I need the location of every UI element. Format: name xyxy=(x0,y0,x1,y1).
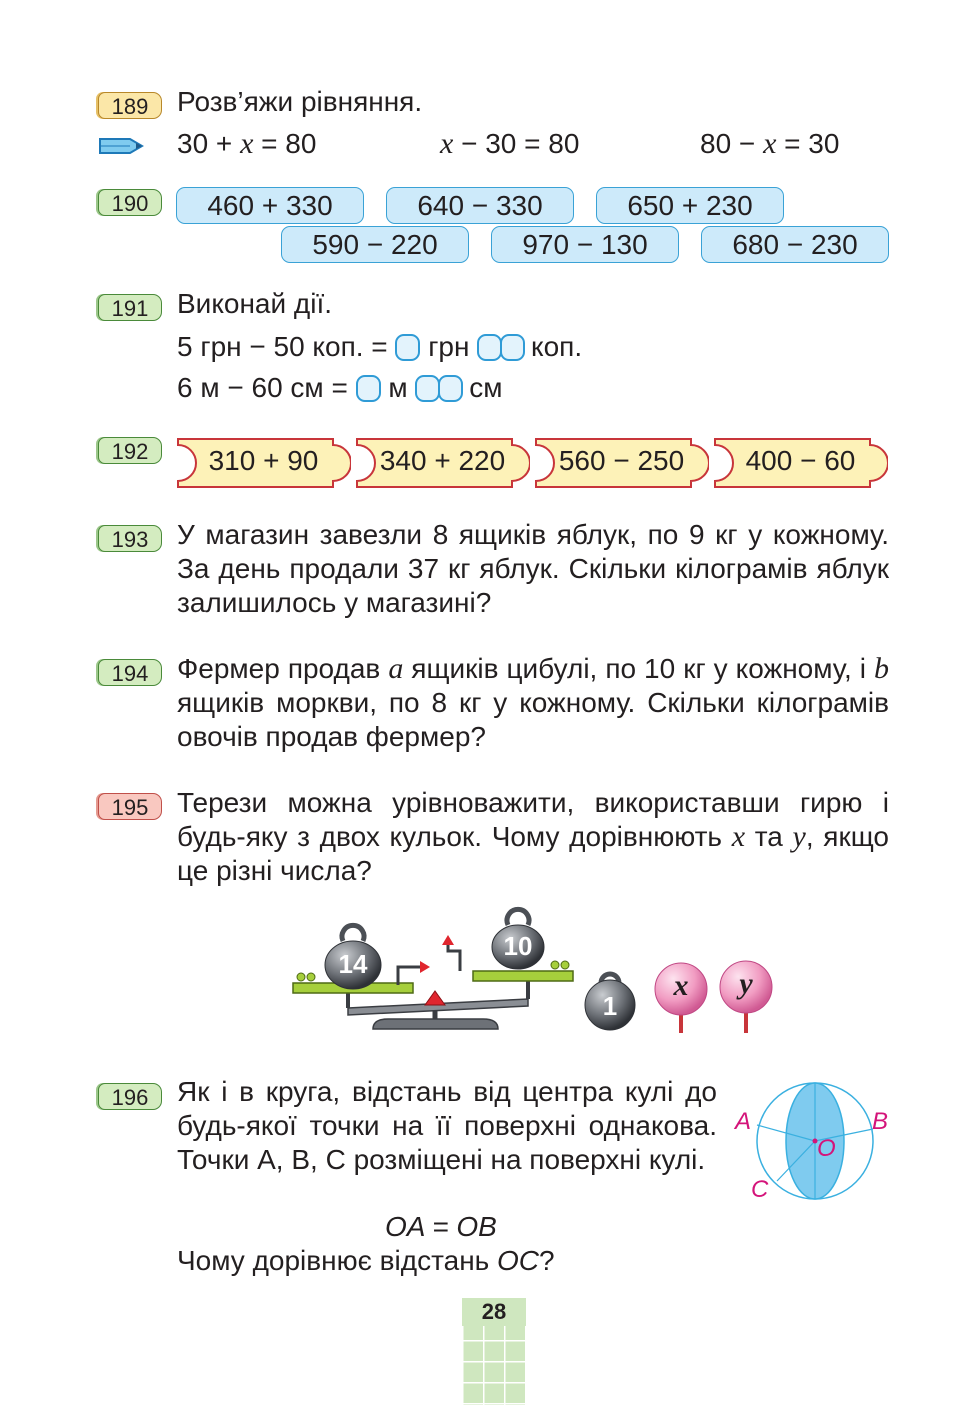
exercise-191-line-1: 5 грн − 50 коп. = грн коп. xyxy=(177,331,583,362)
answer-box-double xyxy=(477,334,523,361)
pencil-icon xyxy=(96,135,144,162)
expression-ticket: 560 − 250 xyxy=(534,437,709,485)
expression-pill: 650 + 230 xyxy=(596,187,784,224)
expression-pill: 590 − 220 xyxy=(281,226,469,263)
exercise-196-question: Чому дорівнює відстань OC? xyxy=(177,1245,555,1276)
expression-pill: 680 − 230 xyxy=(701,226,889,263)
exercise-number-191: 191 xyxy=(98,294,162,321)
equation-2: x − 30 = 80 xyxy=(440,127,580,160)
balance-scale-illustration xyxy=(288,905,788,1040)
weight-label: 10 xyxy=(503,931,533,961)
expression-pill: 640 − 330 xyxy=(386,187,574,224)
exercise-number-189: 189 xyxy=(98,92,162,119)
expression-ticket: 400 − 60 xyxy=(713,437,888,485)
answer-box xyxy=(395,334,420,361)
exercise-number-190: 190 xyxy=(98,189,162,216)
exercise-193-text: У магазин завезли 8 ящиків яблук, по 9 кг у кожному. За день продали 37 кг яблук. Скільки кілограмів яблук залишилось у магазині? xyxy=(177,519,889,618)
expression-pill: 460 + 330 xyxy=(176,187,364,224)
point-label-c: C xyxy=(751,1176,769,1203)
ball-label: y xyxy=(739,967,753,1000)
answer-box-double xyxy=(415,375,461,402)
answer-box xyxy=(356,375,381,402)
exercise-191-title: Виконай дії. xyxy=(177,288,333,319)
sphere-diagram xyxy=(735,1075,895,1210)
exercise-195-text: Терези можна урівноважити, використавши гирю і будь-яку з двох кульок. Чому дорівнюють x та y, якщо це різні числа? xyxy=(177,787,890,886)
weight-label: 14 xyxy=(338,949,368,979)
exercise-196-formula: OA = OB xyxy=(385,1211,497,1242)
exercise-number-194: 194 xyxy=(98,659,162,686)
equation-3: 80 − x = 30 xyxy=(700,127,840,160)
page-number-block xyxy=(462,1298,526,1405)
exercise-194-text: Фермер продав a ящиків цибулі, по 10 кг у кожному, і b ящиків моркви, по 8 кг у кожному. Скільки кілограмів овочів продав фермер? xyxy=(177,652,889,752)
equation-1: 30 + x = 80 xyxy=(177,127,317,160)
ball-label: x xyxy=(673,969,689,1002)
exercise-number-193: 193 xyxy=(98,525,162,552)
expression-pill: 970 − 130 xyxy=(491,226,679,263)
point-label-a: A xyxy=(735,1108,752,1135)
expression-ticket: 340 + 220 xyxy=(355,437,530,485)
point-label-o: O xyxy=(817,1135,836,1162)
exercise-191-line-2: 6 м − 60 см = м см xyxy=(177,372,503,403)
exercise-number-192: 192 xyxy=(98,437,162,464)
exercise-number-196: 196 xyxy=(98,1083,162,1110)
weight-label: 1 xyxy=(602,991,618,1021)
point-label-b: B xyxy=(872,1108,889,1135)
expression-ticket: 310 + 90 xyxy=(176,437,351,485)
exercise-196-text: Як і в круга, відстань від центра кулі до будь-якої точки на її поверхні однакова. Точки A, B, C розміщені на поверхні кулі. xyxy=(177,1076,717,1175)
exercise-189-title: Розв’яжи рівняння. xyxy=(177,86,423,117)
page-number: 28 xyxy=(462,1298,526,1326)
exercise-number-195: 195 xyxy=(98,793,162,820)
